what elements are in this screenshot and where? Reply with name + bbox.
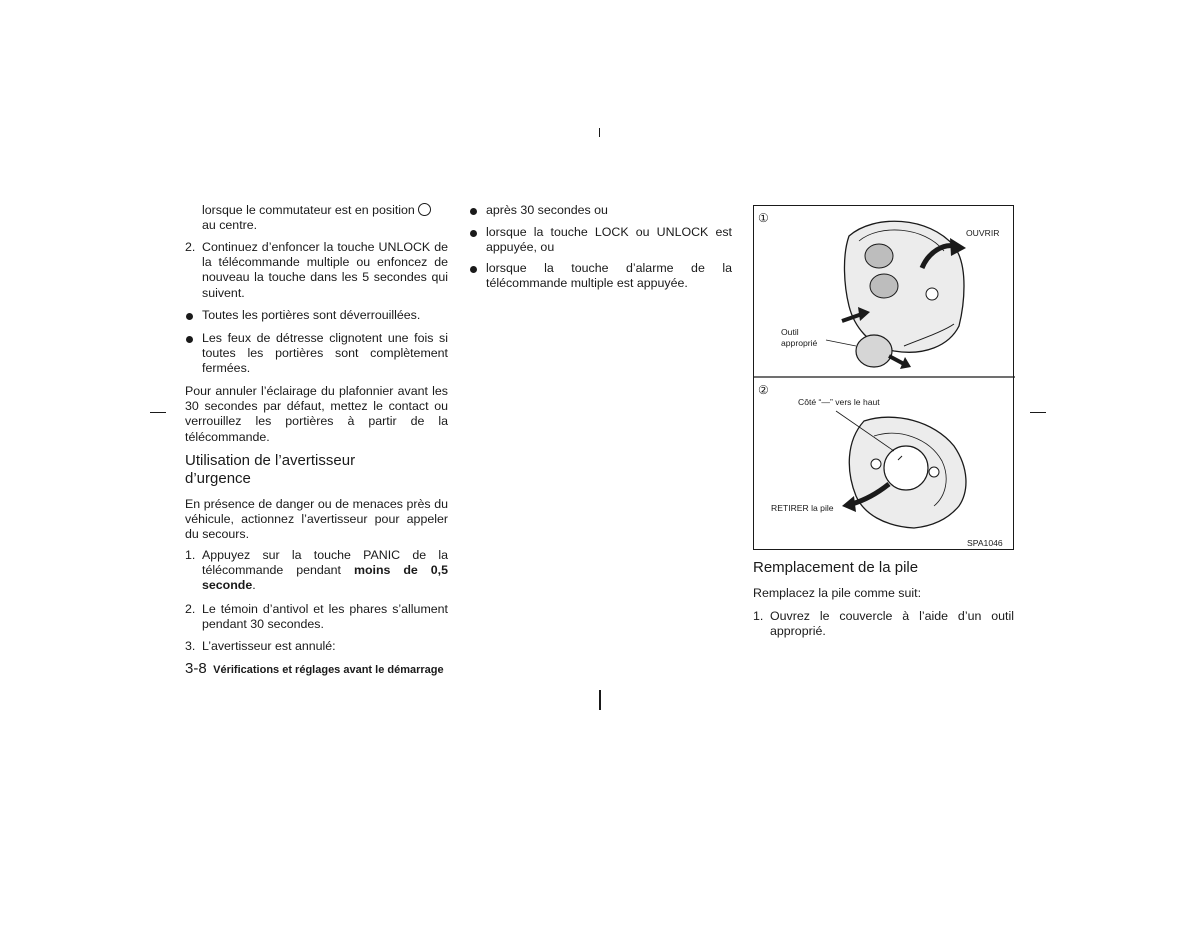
step-1-text: [202, 548, 448, 594]
fragment-line: [202, 203, 450, 233]
bullet-lock-unlock: lorsque la touche LOCK ou UNLOCK est appuyée, ou: [486, 225, 732, 255]
step-2-number: 2.: [185, 602, 196, 616]
step-3-text: L’avertisseur est annulé:: [202, 639, 336, 653]
fragment-end: au centre.: [202, 218, 258, 233]
footer-section-title: Vérifications et réglages avant le démarrage: [213, 664, 444, 676]
step-1-post: .: [252, 578, 256, 593]
label-retirer-la-pile: RETIRER la pile: [771, 503, 834, 513]
battery-cover-drawing: [836, 411, 966, 528]
bullet-icon: [470, 230, 477, 237]
battery-step-1-text: Ouvrez le couvercle à l’aide d’un outil approprié.: [770, 609, 1014, 639]
step-1-pre: Appuyez sur la touche PANIC de la télécommande pendant: [202, 548, 448, 578]
paragraph-cancel-light: Pour annuler l’éclairage du plafonnier avant les 30 secondes par défaut, mettez le contact ou verrouillez les portières à partir de la télécommande.: [185, 384, 448, 444]
battery-replacement-figure: [753, 205, 1014, 550]
label-cote-vers-le-haut: Côté “—” vers le haut: [798, 397, 880, 407]
label-outil-line1: Outil: [781, 327, 799, 337]
page-number: 3-8: [185, 660, 207, 677]
bullet-after-30s: après 30 secondes ou: [486, 203, 608, 217]
step-3-number: 3.: [185, 639, 196, 653]
panel-2-number: ②: [758, 383, 769, 397]
step-1-bold: moins de 0,5 seconde: [202, 563, 448, 593]
crop-mark-right: [1030, 412, 1046, 413]
battery-step-1-number: 1.: [753, 609, 764, 623]
crop-mark-bottom: [599, 690, 601, 710]
bullet-doors-unlocked: Toutes les portières sont déverrouillées.: [202, 308, 421, 322]
step-2-text: Le témoin d’antivol et les phares s’allument pendant 30 secondes.: [202, 602, 448, 632]
item-2-number: 2.: [185, 240, 196, 254]
key-fob-drawing: [826, 221, 966, 369]
crop-mark-left: [150, 412, 166, 413]
bullet-icon: [470, 266, 477, 273]
label-outil-line2: approprié: [781, 338, 818, 348]
crop-mark-top: [599, 128, 600, 137]
paragraph-danger: En présence de danger ou de menaces près du véhicule, actionnez l’avertisseur pour appeler du secours.: [185, 497, 448, 542]
battery-intro: Remplacez la pile comme suit:: [753, 586, 922, 600]
bullet-icon: [470, 208, 477, 215]
section-heading-panic: Utilisation de l’avertisseur d’urgence: [185, 452, 356, 487]
center-position-icon: [418, 203, 431, 216]
page-footer: [185, 660, 444, 678]
step-1-number: 1.: [185, 548, 196, 562]
bullet-icon: [186, 336, 193, 343]
fragment-text: lorsque le commutateur est en position: [202, 203, 415, 217]
label-ouvrir: OUVRIR: [966, 228, 1000, 238]
item-2-text: Continuez d’enfoncer la touche UNLOCK de la télécommande multiple ou enfoncez de nouveau la touche dans les 5 secondes qui suivent.: [202, 240, 448, 300]
bullet-icon: [186, 313, 193, 320]
bullet-hazard-lights: Les feux de détresse clignotent une fois si toutes les portières sont complètement fermées.: [202, 331, 448, 376]
section-heading-battery: Remplacement de la pile: [753, 559, 919, 576]
figure-illustration: [754, 206, 1015, 551]
figure-code: SPA1046: [967, 538, 1003, 548]
bullet-alarm-key: lorsque la touche d’alarme de la télécommande multiple est appuyée.: [486, 261, 732, 291]
panel-1-number: ①: [758, 211, 769, 225]
